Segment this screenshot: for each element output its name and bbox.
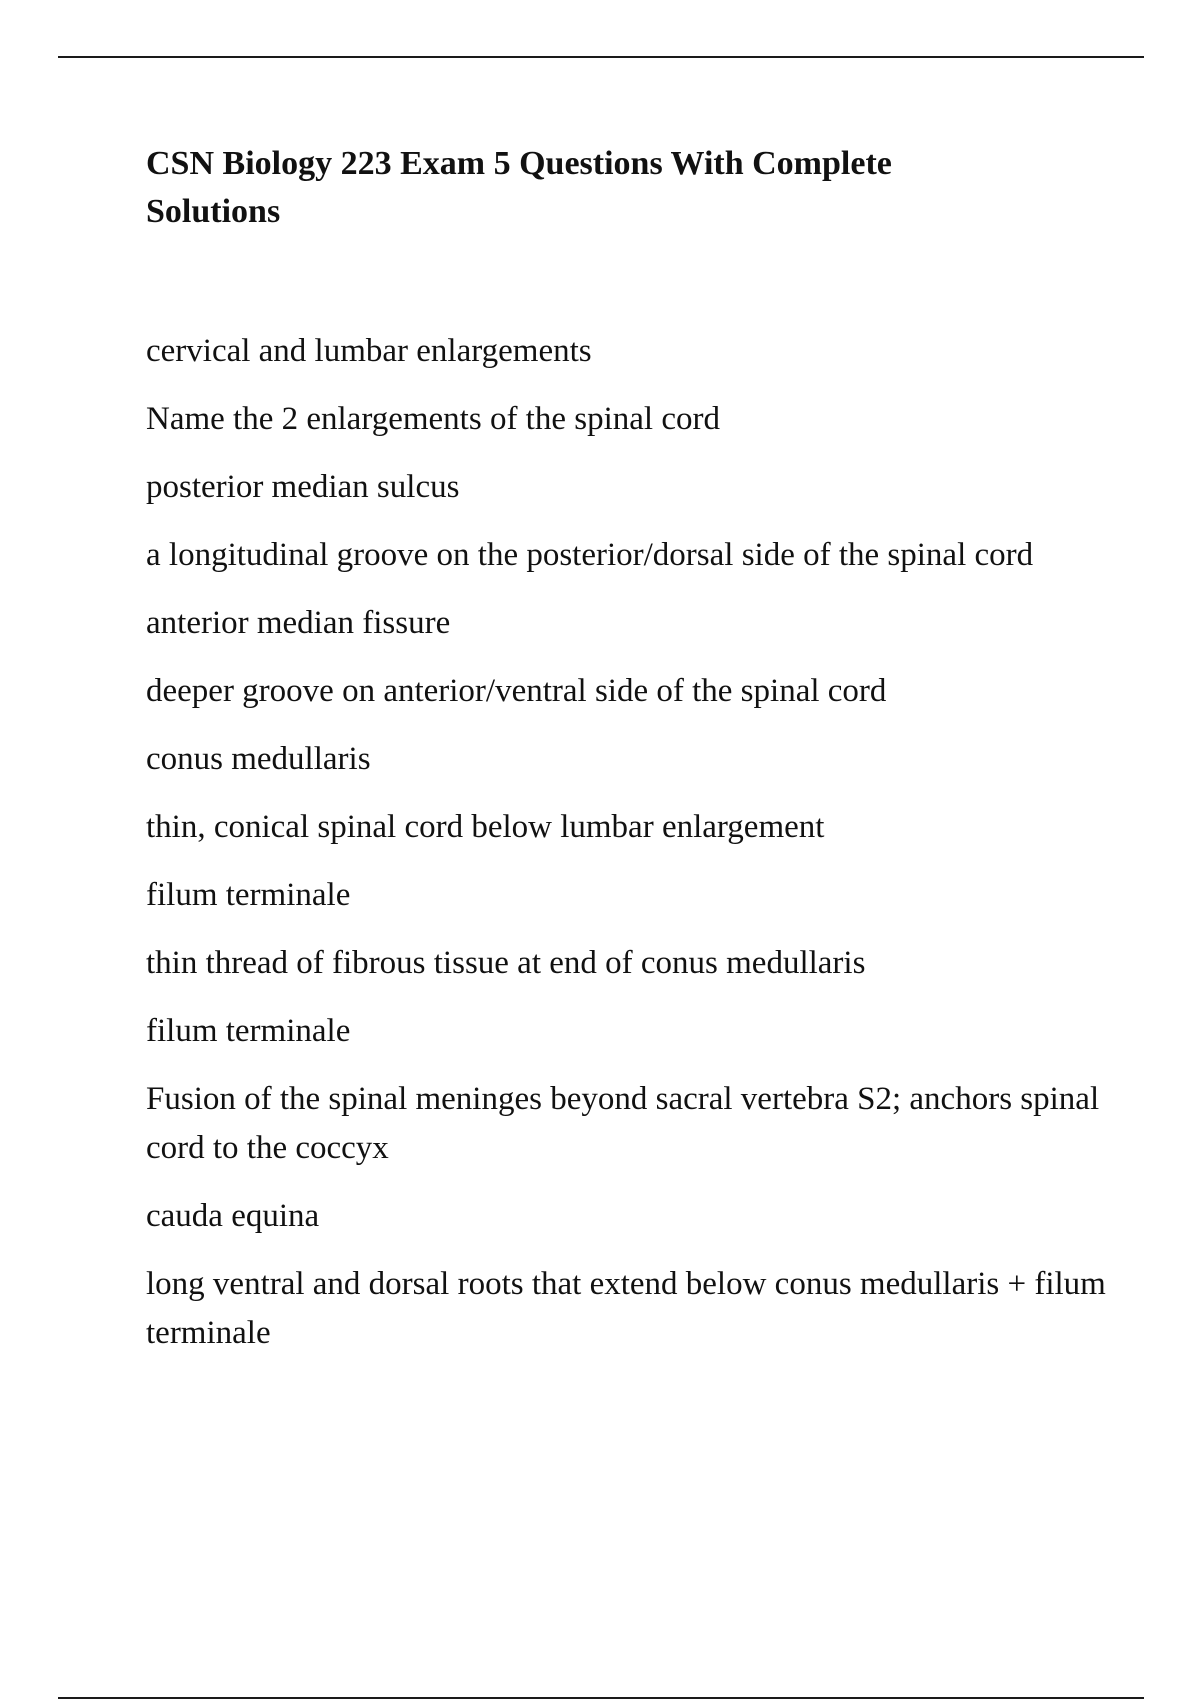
definition-item: Fusion of the spinal meninges beyond sacral vertebra S2; anchors spinal cord to the coccyx [146, 1081, 1100, 1166]
page-content [146, 140, 1106, 1377]
top-rule [58, 56, 1144, 58]
term-item: filum terminale [146, 877, 351, 913]
definition-item: thin, conical spinal cord below lumbar enlargement [146, 809, 825, 845]
document-title: CSN Biology 223 Exam 5 Questions With Complete Solutions [146, 145, 892, 230]
definition-item: a longitudinal groove on the posterior/dorsal side of the spinal cord [146, 537, 1034, 573]
term-item: anterior median fissure [146, 605, 451, 641]
term-item: conus medullaris [146, 741, 371, 777]
term-item: posterior median sulcus [146, 469, 460, 505]
term-item: filum terminale [146, 1013, 351, 1049]
definition-item: thin thread of fibrous tissue at end of conus medullaris [146, 945, 866, 981]
definition-item: Name the 2 enlargements of the spinal cord [146, 401, 720, 437]
term-list [146, 327, 1106, 1358]
term-item: cervical and lumbar enlargements [146, 333, 592, 369]
definition-item: long ventral and dorsal roots that extend below conus medullaris + filum terminale [146, 1266, 1106, 1351]
term-item: cauda equina [146, 1198, 320, 1234]
definition-item: deeper groove on anterior/ventral side of the spinal cord [146, 673, 887, 709]
bottom-rule [58, 1697, 1144, 1699]
